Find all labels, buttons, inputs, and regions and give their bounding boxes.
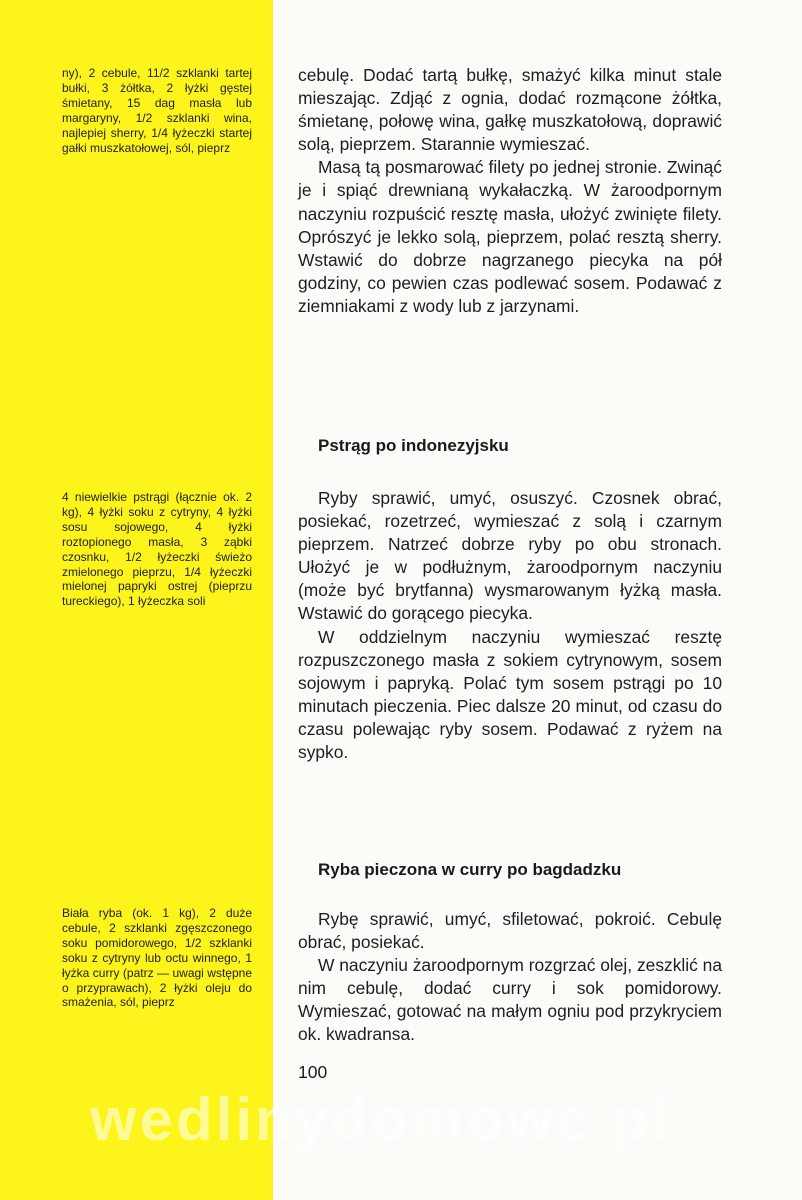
yellow-sidebar	[0, 0, 273, 1200]
recipe-3-paragraph-1: Rybę sprawić, umyć, sfiletować, pokroić. Cebulę obrać, posiekać.	[298, 909, 722, 953]
page-number: 100	[298, 1062, 328, 1082]
recipe-2-body	[298, 487, 722, 764]
recipe-1-continuation	[298, 64, 722, 318]
recipe-3-paragraph-2: W naczyniu żaroodpornym rozgrzać olej, zeszklić na nim cebulę, dodać curry i sok pomidorowy. Wymieszać, gotować na małym ogniu pod przykryciem ok. kwadransa.	[298, 955, 723, 1045]
ingredients-block-1	[62, 66, 252, 155]
ingredients-text-1: ny), 2 cebule, 11/2 szklanki tartej bułki, 3 żółtka, 2 łyżki gęstej śmietany, 15 dag masła lub margaryny, 1/2 szklanki wina, najlepiej sherry, 1/4 łyżeczki startej gałki muszkatołowej, sól, pieprz	[62, 66, 252, 155]
recipe-2-title: Pstrąg po indonezyjsku	[318, 436, 509, 455]
ingredients-block-3	[62, 906, 252, 1010]
ingredients-text-3: Biała ryba (ok. 1 kg), 2 duże cebule, 2 szklanki zgęszczonego soku pomidorowego, 1/2 szklanki soku z cytryny lub octu winnego, 1 łyżka curry (patrz — uwagi wstępne o przyprawach), 2 łyżki oleju do smażenia, sól, pieprz	[62, 906, 252, 1010]
ingredients-text-2: 4 niewielkie pstrągi (łącznie ok. 2 kg), 4 łyżki soku z cytryny, 4 łyżki sosu sojowego, 4 łyżki roztopionego masła, 3 ząbki czosnku, 1/2 łyżeczki świeżo zmielonego pieprzu, 1/4 łyżeczki mielonej papryki ostrej (pieprzu tureckiego), 1 łyżeczka soli	[62, 490, 252, 609]
ingredients-block-2	[62, 490, 252, 609]
recipe-2-paragraph-1: Ryby sprawić, umyć, osuszyć. Czosnek obrać, posiekać, rozetrzeć, wymieszać z solą i czarnym pieprzem. Natrzeć dobrze ryby po obu stronach. Ułożyć je w podłużnym, żaroodpornym naczyniu (może być brytfanna) wysmarowanym łyżką masła. Wstawić do gorącego piecyka.	[298, 488, 722, 624]
recipe-1-paragraph-2: Masą tą posmarować filety po jednej stronie. Zwinąć je i spiąć drewnianą wykałaczką. W żaroodpornym naczyniu rozpuścić resztę masła, ułożyć zwinięte filety. Oprószyć je lekko solą, pieprzem, polać resztą sherry. Wstawić do dobrze nagrzanego piecyka na pół godziny, co pewien czas podlewać sosem. Podawać z ziemniakami z wody lub z jarzynami.	[298, 157, 722, 316]
watermark: wedlinydomowe.pl	[90, 1086, 672, 1153]
recipe-2-paragraph-2: W oddzielnym naczyniu wymieszać resztę rozpuszczonego masła z sokiem cytrynowym, sosem sojowym i papryką. Polać tym sosem pstrągi po 10 minutach pieczenia. Piec dalsze 20 minut, od czasu do czasu polewając ryby sosem. Podawać z ryżem na sypko.	[298, 626, 722, 763]
recipe-3-body	[298, 908, 722, 1047]
recipe-3-title: Ryba pieczona w curry po bagdadzku	[318, 860, 622, 879]
recipe-1-paragraph-1: cebulę. Dodać tartą bułkę, smażyć kilka minut stale mieszając. Zdjąć z ognia, dodać rozmącone żółtka, śmietanę, połowę wina, gałkę muszkatołową, doprawić solą, pieprzem. Starannie wymieszać.	[298, 65, 722, 155]
